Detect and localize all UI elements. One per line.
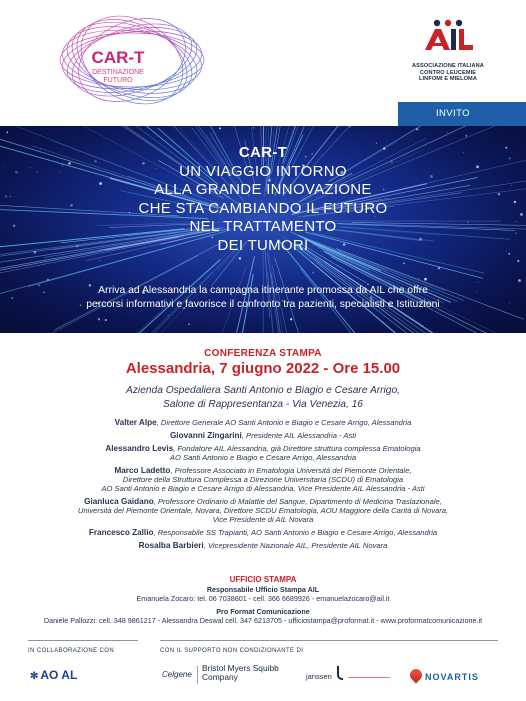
hero-banner <box>0 126 526 333</box>
ail-name <box>398 63 498 83</box>
speaker <box>30 466 496 494</box>
cart-logo-line3: FUTURO <box>103 77 133 84</box>
banner-title-line: DEI TUMORI <box>217 236 309 254</box>
collab-label: IN COLLABORAZIONE CON <box>28 648 115 654</box>
venue-line: Azienda Ospedaliera Santi Antonio e Biagio e Cesare Arrigo, <box>126 385 400 396</box>
speaker <box>30 528 496 537</box>
ail-name-line: ASSOCIAZIONE ITALIANA <box>412 63 484 69</box>
header <box>0 0 526 119</box>
banner-subtitle-line: percorsi informativi e favorisce il confronto tra pazienti, specialisti e Istituzioni <box>86 298 440 310</box>
banner-title-line: ALLA GRANDE INNOVAZIONE <box>154 181 372 198</box>
speaker <box>30 431 496 440</box>
speaker-role: , Presidente AIL Alessandria - Asti <box>241 430 357 440</box>
speaker-role: Direttore della Struttura Complessa a Direzione Universitaria (SCDU) di Ematologia <box>122 474 404 484</box>
janssen-logo: janssen <box>306 672 332 681</box>
press-contact: Daniele Pallozzi: cell. 348 9861217 - Alessandra Deswal cell. 347 6213705 - ufficiostampa@proformat.it - www.proformatcomunicazione.it <box>43 616 483 626</box>
divider <box>28 640 138 641</box>
banner-title <box>0 144 526 255</box>
press-office-title: Responsabile Ufficio Stampa AIL <box>206 584 320 594</box>
banner-title-line: CHE STA CAMBIANDO IL FUTURO <box>138 199 388 217</box>
divider <box>197 666 198 684</box>
cart-logo-swirl <box>40 10 230 115</box>
speaker-list <box>30 418 496 554</box>
press-heading: UFFICIO STAMPA <box>229 575 297 584</box>
speaker-role: AO Santi Antonio e Biagio e Cesare Arrigo di Alessandria, Vice Presidente AIL Alessandria - Asti <box>101 484 425 493</box>
ail-mark-icon <box>413 18 483 54</box>
speaker-role: , Responsabile SS Trapianti, AO Santi Antonio e Biagio e Cesare Arrigo, Alessandria <box>153 528 438 537</box>
speaker-name: Alessandro Levis <box>105 443 174 453</box>
novartis-logo: NOVARTIS <box>425 672 479 682</box>
divider <box>160 640 498 641</box>
event-date: Alessandria, 7 giugno 2022 - Ore 15.00 <box>125 360 401 377</box>
speaker-role: , Direttore Generale AO Santi Antonio e Biagio e Cesare Arrigo, Alessandria <box>156 418 412 427</box>
aoal-logo <box>30 668 77 682</box>
speaker-role: , Fondatore AIL Alessandria, già Direttore struttura complessa Ematologia <box>173 443 421 453</box>
janssen-hook-icon <box>337 666 343 680</box>
banner-subtitle <box>20 284 506 311</box>
bms-logo-line: Company <box>202 672 238 682</box>
bms-logo <box>202 664 279 682</box>
speaker-name: Marco Ladetto <box>114 465 171 475</box>
speaker-role: Vice Presidente di AIL Novara <box>212 515 314 525</box>
novartis-flame-icon <box>408 667 425 684</box>
banner-title-line: UN VIAGGIO INTORNO <box>179 162 347 180</box>
speaker <box>30 497 496 525</box>
banner-subtitle-line: Arriva ad Alessandria la campagna itinerante promossa da AIL che offre <box>98 285 428 296</box>
speaker <box>30 444 496 462</box>
cart-logo-title: CAR-T <box>91 48 145 67</box>
speaker-name: Francesco Zallio <box>88 528 154 537</box>
ail-logo <box>398 18 498 88</box>
speaker-role: Università del Piemonte Orientale, Novara, Direttore SCDU Ematologia, AOU Maggiore della Carità di Novara, <box>77 506 449 515</box>
banner-title-line: NEL TRATTAMENTO <box>189 218 337 235</box>
cart-logo-line2: DESTINAZIONE <box>92 69 144 76</box>
speaker <box>30 418 496 427</box>
support-label: CON IL SUPPORTO NON CONDIZIONANTE DI <box>160 648 304 654</box>
venue-line: Salone di Rappresentanza - Via Venezia, 16 <box>163 399 363 410</box>
speaker-role: , Professore Ordinario di Malattie del Sangue, Dipartimento di Medicina Traslazionale, <box>153 496 442 506</box>
ail-name-line: LINFOMI E MIELOMA <box>419 76 477 83</box>
invito-badge: INVITO <box>398 102 526 126</box>
speaker-name: Giovanni Zingarini <box>169 430 242 440</box>
aoal-logo-text: AO AL <box>40 668 78 682</box>
press-agency: Pro Format Comunicazione <box>216 606 310 616</box>
bms-logo-line: Bristol Myers Squibb <box>202 663 279 673</box>
press-contact: Emanuela Zocaro: tel. 06 7038601 - cell. 366 6689926 - emanuelazocaro@ail.it <box>136 594 390 604</box>
speaker-name: Gianluca Gaidano <box>84 496 154 506</box>
footer <box>0 636 526 701</box>
celgene-logo: Celgene <box>162 670 192 679</box>
cart-logo <box>40 10 230 115</box>
aoal-star-icon: ✻ <box>30 671 39 682</box>
banner-title-line: CAR-T <box>238 144 288 161</box>
johnson-signature-icon <box>348 672 390 678</box>
speaker-role: , Professore Associato in Ematologia Università del Piemonte Orientale, <box>170 465 412 475</box>
conference-label: CONFERENZA STAMPA <box>204 348 322 359</box>
press-office <box>0 575 526 626</box>
ail-name-line: CONTRO LEUCEMIE <box>419 69 477 76</box>
speaker <box>30 541 496 550</box>
event-venue <box>0 384 526 412</box>
speaker-name: Rosalba Barbieri <box>138 540 204 550</box>
speaker-role: , Vicepresidente Nazionale AIL, Presidente AIL Novara <box>203 540 388 550</box>
speaker-name: Valter Alpe <box>114 418 157 427</box>
speaker-role: AO Santi Antonio e Biagio e Cesare Arrigo, Alessandria <box>169 452 357 462</box>
